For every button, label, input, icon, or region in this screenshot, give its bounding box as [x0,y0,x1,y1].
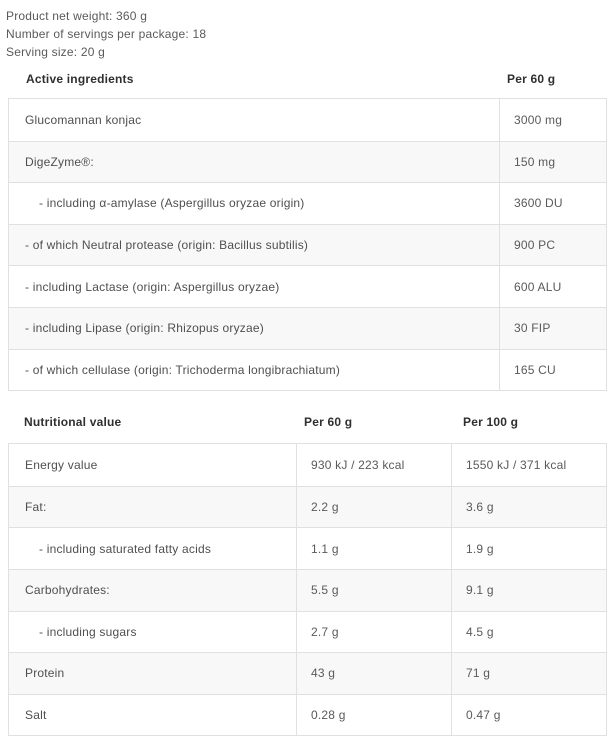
active-ingredients-header [8,70,607,88]
ingredient-value: 150 mg [499,142,606,183]
nutrient-per100-value: 0.47 g [451,695,606,736]
active-ingredients-table [8,98,607,391]
product-meta [0,0,615,61]
nutrient-per100-value: 1550 kJ / 371 kcal [451,444,606,486]
table-row [9,527,606,569]
ingredient-label: Glucomannan konjac [25,112,142,127]
nutrient-per60-value: 2.2 g [296,487,451,528]
ingredient-label: - including α-amylase (Aspergillus oryzae origin) [39,196,305,211]
nutrient-per100-value: 71 g [451,653,606,694]
nutrient-per60-value: 0.28 g [296,695,451,736]
nutrient-per100-value: 1.9 g [451,528,606,569]
active-per60-header: Per 60 g [507,72,556,86]
table-row [9,694,606,736]
ingredient-label: - of which Neutral protease (origin: Bacillus subtilis) [25,238,309,253]
ingredient-label: - including Lactase (origin: Aspergillus oryzae) [25,279,280,294]
nutritional-per60-header: Per 60 g [304,415,353,430]
ingredient-label: DigeZyme®: [25,154,94,169]
table-row [9,182,606,224]
ingredient-label: - including Lipase (origin: Rhizopus oryzae) [25,321,264,336]
ingredient-label: - of which cellulase (origin: Trichoderma longibrachiatum) [25,362,341,377]
ingredient-value: 3600 DU [499,183,606,224]
table-row [9,141,606,183]
table-row [9,611,606,653]
nutritional-per100-header: Per 100 g [463,415,519,430]
table-row [9,99,606,141]
nutrient-per60-value: 2.7 g [296,612,451,653]
table-row [9,652,606,694]
nutrient-label: - including saturated fatty acids [39,541,212,556]
table-row [9,486,606,528]
serving-size: Serving size: 20 g [6,45,105,59]
ingredient-value: 600 ALU [499,266,606,307]
table-row [9,444,606,486]
nutrient-per60-value: 5.5 g [296,570,451,611]
table-row [9,224,606,266]
active-ingredients-title: Active ingredients [26,72,134,86]
product-net-weight: Product net weight: 360 g [6,9,148,23]
nutrient-label: Salt [25,708,47,723]
ingredient-value: 165 CU [499,350,606,391]
nutrient-label: Energy value [25,457,98,472]
nutritional-value-title: Nutritional value [24,415,122,430]
nutrient-per60-value: 43 g [296,653,451,694]
nutrient-label: - including sugars [39,624,137,639]
ingredient-value: 3000 mg [499,99,606,141]
table-row [9,307,606,349]
table-row [9,569,606,611]
nutrient-per100-value: 4.5 g [451,612,606,653]
table-row [9,265,606,307]
ingredient-value: 900 PC [499,225,606,266]
nutrient-label: Fat: [25,500,47,515]
nutrient-per60-value: 930 kJ / 223 kcal [296,444,451,486]
servings-per-package: Number of servings per package: 18 [6,27,207,41]
nutrient-label: Carbohydrates: [25,583,110,598]
ingredient-value: 30 FIP [499,308,606,349]
nutrient-per100-value: 3.6 g [451,487,606,528]
nutrient-per100-value: 9.1 g [451,570,606,611]
table-row [9,349,606,391]
nutrient-label: Protein [25,666,65,681]
nutritional-values-table [8,443,607,736]
nutrient-per60-value: 1.1 g [296,528,451,569]
nutritional-values-header [8,413,607,431]
